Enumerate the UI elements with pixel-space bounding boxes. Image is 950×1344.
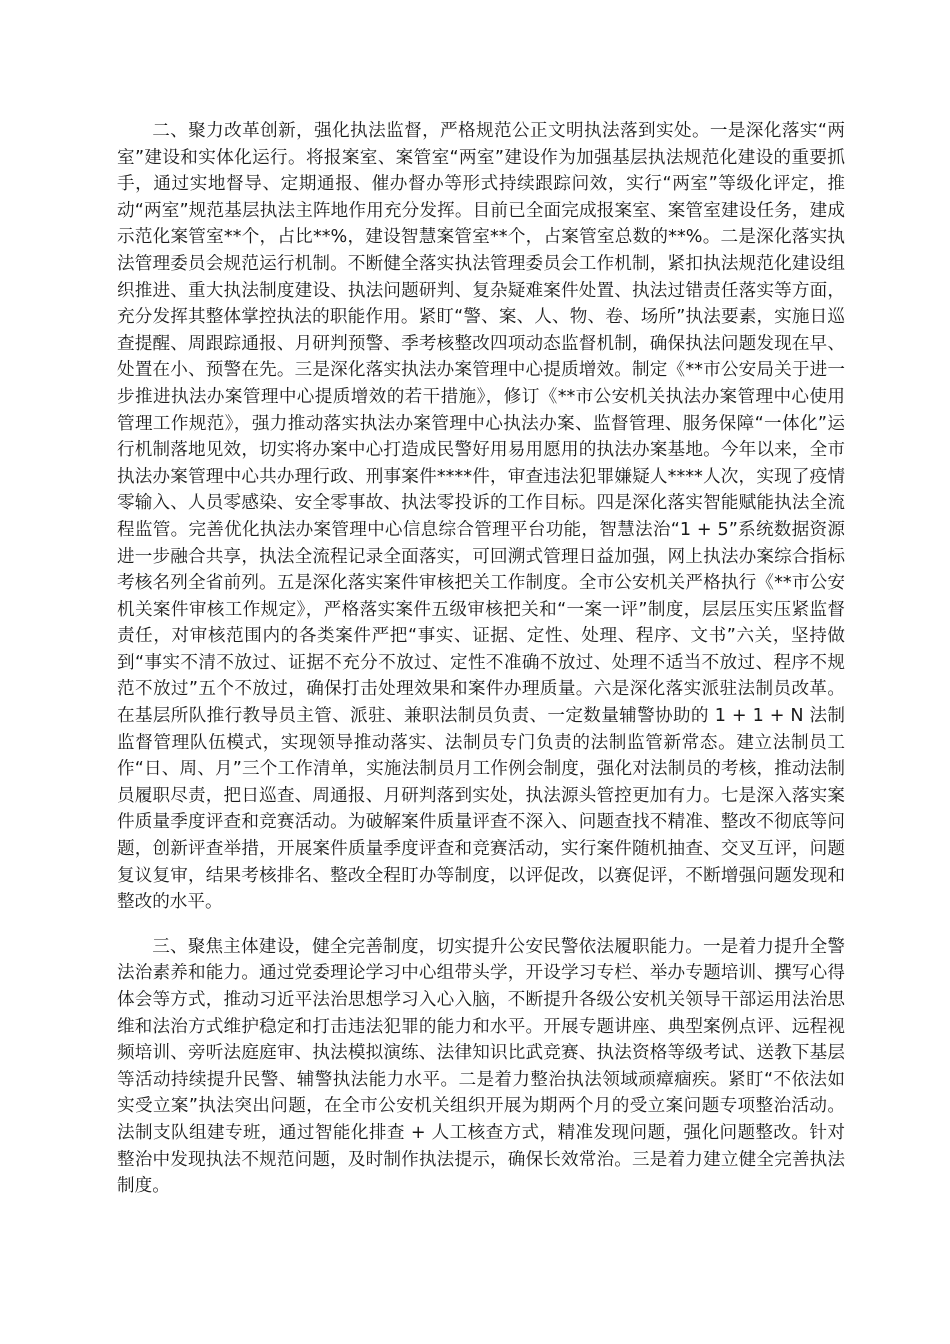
paragraph-subject-building: 三、聚焦主体建设，健全完善制度，切实提升公安民警依法履职能力。一是着力提升全警法治素养和能力。通过党委理论学习中心组带头学，开设学习专栏、举办专题培训、撰写心得体会等方式，推动习近平法治思想学习入心入脑，不断提升各级公安机关领导干部运用法治思维和法治方式维护稳定和打击违法犯罪的能力和水平。开展专题讲座、典型案例点评、远程视频培训、旁听法庭庭审、执法模拟演练、法律知识比武竞赛、执法资格等级考试、送教下基层等活动持续提升民警、辅警执法能力水平。二是着力整治执法领域顽瘴痼疾。紧盯“不依法如实受立案”执法突出问题，在全市公安机关组织开展为期两个月的受立案问题专项整治活动。法制支队组建专班，通过智能化排查 + 人工核查方式，精准发现问题，强化问题整改。针对整治中发现执法不规范问题，及时制作执法提示，确保长效常治。三是着力建立健全完善执法制度。 — [117, 936, 845, 1197]
document-body — [117, 118, 845, 1200]
paragraph-law-enforcement-supervision: 二、聚力改革创新，强化执法监督，严格规范公正文明执法落到实处。一是深化落实“两室”建设和实体化运行。将报案室、案管室“两室”建设作为加强基层执法规范化建设的重要抓手，通过实地督导、定期通报、催办督办等形式持续跟踪问效，实行“两室”等级化评定，推动“两室”规范基层执法主阵地作用充分发挥。目前已全面完成报案室、案管室建设任务，建成示范化案管室**个，占比**%，建设智慧案管室**个，占案管室总数的**%。二是深化落实执法管理委员会规范运行机制。不断健全落实执法管理委员会工作机制，紧扣执法规范化建设组织推进、重大执法制度建设、执法问题研判、复杂疑难案件处置、执法过错责任落实等方面，充分发挥其整体掌控执法的职能作用。紧盯“警、案、人、物、卷、场所”执法要素，实施日巡查提醒、周跟踪通报、月研判预警、季考核整改四项动态监督机制，确保执法问题发现在早、处置在小、预警在先。三是深化落实执法办案管理中心提质增效。制定《**市公安局关于进一步推进执法办案管理中心提质增效的若干措施》，修订《**市公安机关执法办案管理中心使用管理工作规范》，强力推动落实执法办案管理中心执法办案、监督管理、服务保障“一体化”运行机制落地见效，切实将办案中心打造成民警好用易用愿用的执法办案基地。今年以来，全市执法办案管理中心共办理行政、刑事案件****件，审查违法犯罪嫌疑人****人次，实现了疫情零输入、人员零感染、安全零事故、执法零投诉的工作目标。四是深化落实智能赋能执法全流程监管。完善优化执法办案管理中心信息综合管理平台功能，智慧法治“1 + 5”系统数据资源进一步融合共享，执法全流程记录全面落实，可回溯式管理日益加强，网上执法办案综合指标考核名列全省前列。五是深化落实案件审核把关工作制度。全市公安机关严格执行《**市公安机关案件审核工作规定》，严格落实案件五级审核把关和“一案一评”制度，层层压实压紧监督责任，对审核范围内的各类案件严把“事实、证据、定性、处理、程序、文书”六关，坚持做到“事实不清不放过、证据不充分不放过、定性不准确不放过、处理不适当不放过、程序不规范不放过”五个不放过，确保打击处理效果和案件办理质量。六是深化落实派驻法制员改革。在基层所队推行教导员主管、派驻、兼职法制员负责、一定数量辅警协助的 1 + 1 + N 法制监督管理队伍模式，实现领导推动落实、法制员专门负责的法制监管新常态。建立法制员工作“日、周、月”三个工作清单，实施法制员月工作例会制度，强化对法制员的考核，推动法制员履职尽责，把日巡查、周通报、月研判落到实处，执法源头管控更加有力。七是深入落实案件质量季度评查和竞赛活动。为破解案件质量评查不深入、问题查找不精准、整改不彻底等问题，创新评查举措，开展案件质量季度评查和竞赛活动，实行案件随机抽查、交叉互评，问题复议复审，结果考核排名、整改全程盯办等制度，以评促改，以赛促评，不断增强问题发现和整改的水平。 — [117, 121, 845, 913]
